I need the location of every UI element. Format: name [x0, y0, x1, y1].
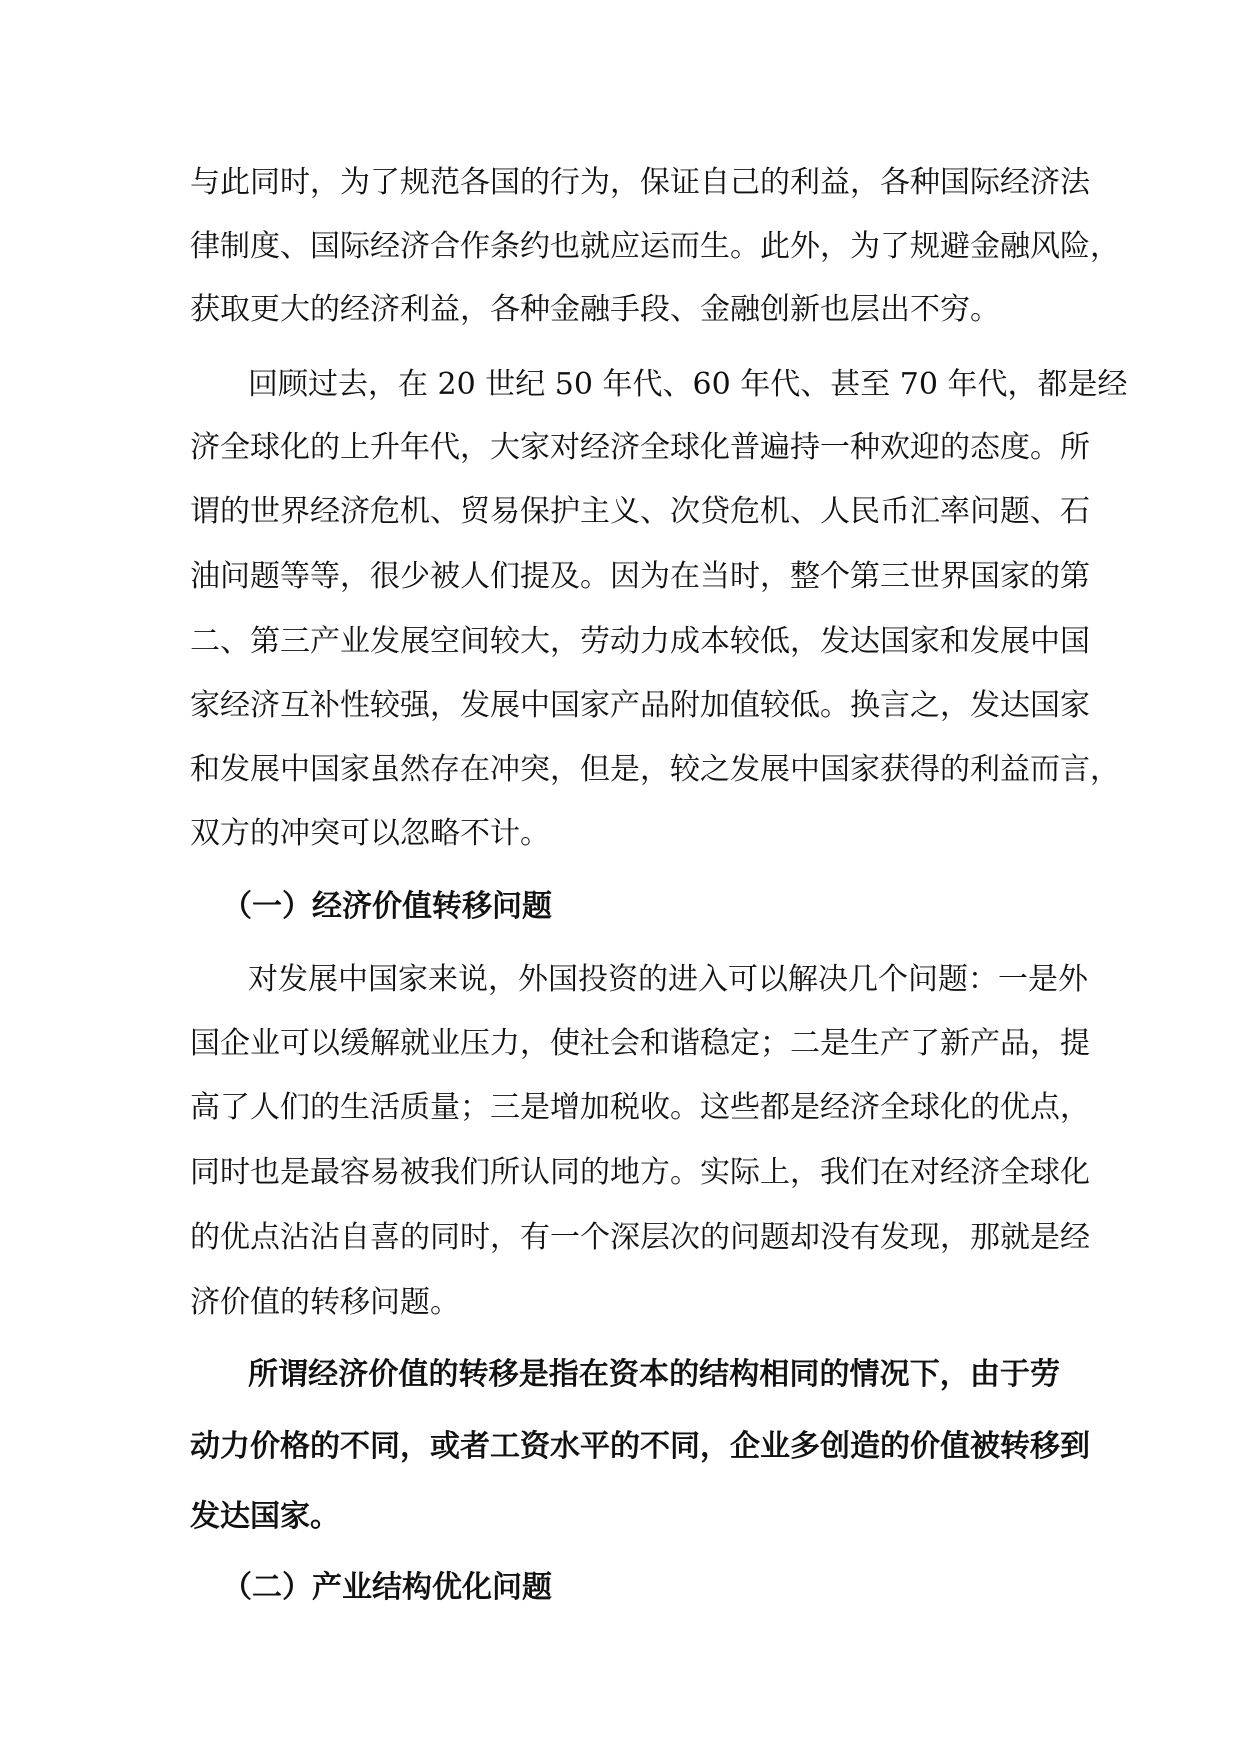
investment-line-6: 济价值的转移问题。 — [190, 1285, 460, 1320]
review-line-1: 回顾过去，在 20 世纪 50 年代、60 年代、甚至 70 年代，都是经 — [248, 367, 1128, 402]
investment-line-1: 对发展中国家来说，外国投资的进入可以解决几个问题：一是外 — [248, 962, 1088, 997]
review-line-5: 二、第三产业发展空间较大，劳动力成本较低，发达国家和发展中国 — [190, 624, 1090, 659]
investment-line-4: 同时也是最容易被我们所认同的地方。实际上，我们在对经济全球化 — [190, 1155, 1090, 1190]
definition-line-1: 所谓经济价值的转移是指在资本的结构相同的情况下，由于劳 — [248, 1357, 1060, 1392]
investment-line-5: 的优点沾沾自喜的同时，有一个深层次的问题却没有发现，那就是经 — [190, 1220, 1090, 1255]
intro-line-3: 获取更大的经济利益，各种金融手段、金融创新也层出不穷。 — [190, 292, 1000, 327]
review-line-7: 和发展中国家虽然存在冲突，但是，较之发展中国家获得的利益而言， — [190, 752, 1120, 787]
definition-line-2: 动力价格的不同，或者工资水平的不同，企业多创造的价值被转移到 — [190, 1429, 1090, 1464]
review-line-6: 家经济互补性较强，发展中国家产品附加值较低。换言之，发达国家 — [190, 688, 1090, 723]
review-line-4: 油问题等等，很少被人们提及。因为在当时，整个第三世界国家的第 — [190, 559, 1090, 594]
review-line-3: 谓的世界经济危机、贸易保护主义、次贷危机、人民币汇率问题、石 — [190, 494, 1090, 529]
investment-line-2: 国企业可以缓解就业压力，使社会和谐稳定；二是生产了新产品，提 — [190, 1026, 1090, 1061]
section-heading-1: （一）经济价值转移问题 — [222, 889, 552, 924]
review-line-2: 济全球化的上升年代，大家对经济全球化普遍持一种欢迎的态度。所 — [190, 430, 1090, 465]
intro-line-1: 与此同时，为了规范各国的行为，保证自己的利益，各种国际经济法 — [190, 165, 1090, 200]
investment-line-3: 高了人们的生活质量；三是增加税收。这些都是经济全球化的优点， — [190, 1090, 1090, 1125]
intro-line-2: 律制度、国际经济合作条约也就应运而生。此外，为了规避金融风险， — [190, 229, 1120, 264]
section-heading-2: （二）产业结构优化问题 — [222, 1570, 552, 1605]
definition-line-3: 发达国家。 — [190, 1499, 340, 1534]
review-line-8: 双方的冲突可以忽略不计。 — [190, 816, 550, 851]
